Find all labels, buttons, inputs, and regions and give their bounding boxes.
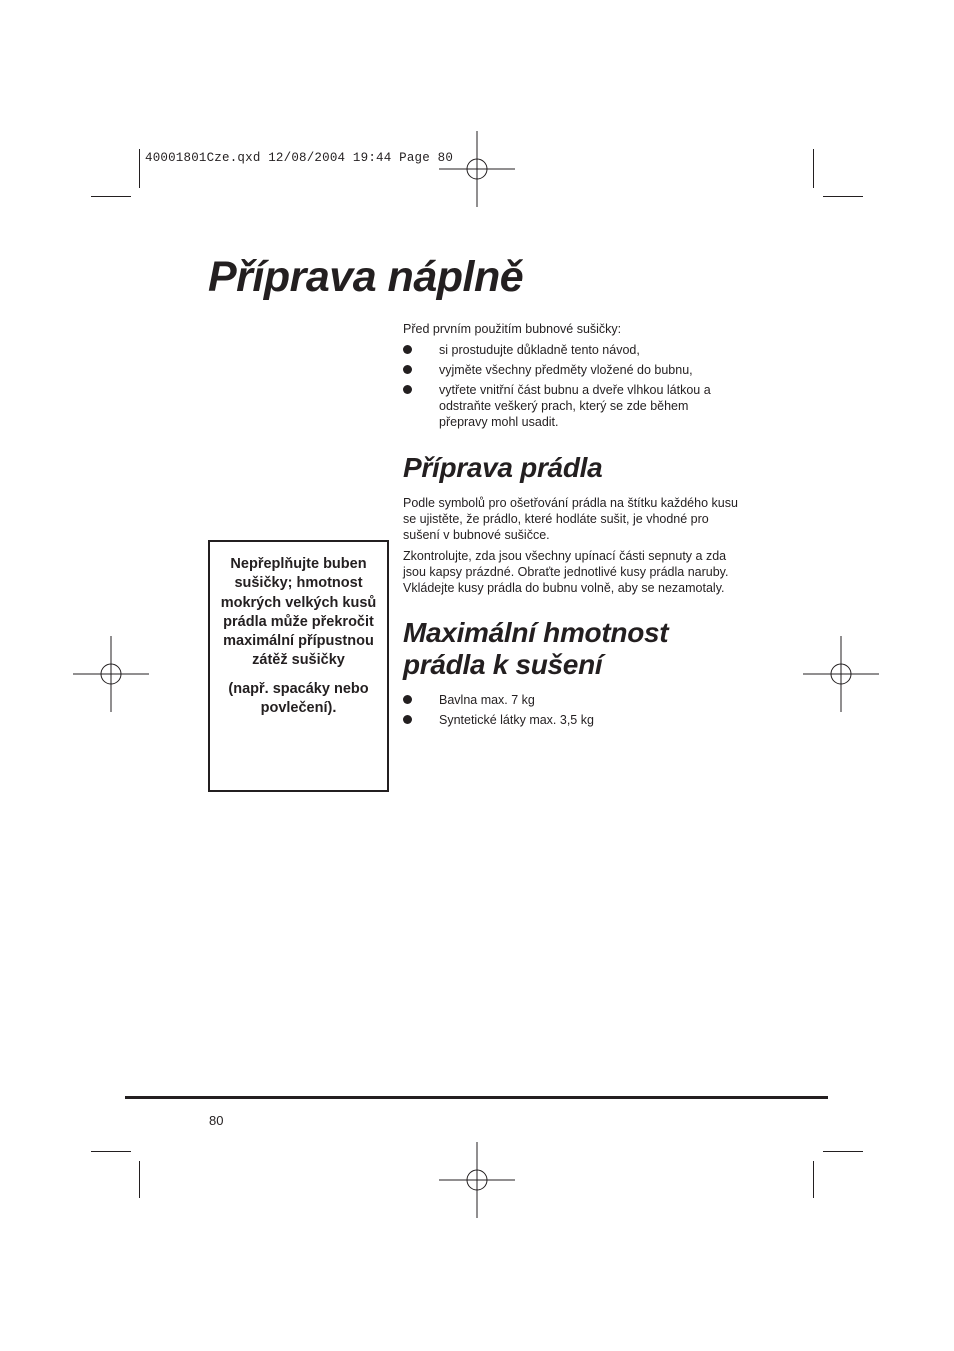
intro-bullet-list <box>403 342 748 434</box>
registration-mark-top <box>439 131 515 207</box>
crop-mark <box>91 196 131 197</box>
intro-lead: Před prvním použitím bubnové sušičky: <box>403 322 622 336</box>
crop-mark <box>813 1161 814 1198</box>
crop-mark <box>139 149 140 188</box>
laundry-paragraph-2: Zkontrolujte, zda jsou všechny upínací části sepnuty a zda jsou kapsy prázdné. Obraťte jednotlivé kusy prádla naruby. Vkládejte kusy prádla do bubnu volně, aby se nezamotaly. <box>403 549 729 595</box>
list-item: Bavlna max. 7 kg <box>403 692 748 708</box>
list-item: vytřete vnitřní část bubnu a dveře vlhkou látkou a odstraňte veškerý prach, který se zde během přepravy mohl usadit. <box>403 382 748 430</box>
list-item: Syntetické látky max. 3,5 kg <box>403 712 748 728</box>
crop-mark <box>813 149 814 188</box>
print-slug: 40001801Cze.qxd 12/08/2004 19:44 Page 80 <box>145 151 454 165</box>
page-number: 80 <box>209 1113 224 1128</box>
registration-mark-right <box>803 636 879 712</box>
crop-mark <box>91 1151 131 1152</box>
warning-box <box>208 540 389 792</box>
crop-mark <box>823 1151 863 1152</box>
warning-text: Nepřeplňujte buben sušičky; hmotnost mokrých velkých kusů prádla může překročit maximální přípustnou zátěž sušičky <box>220 556 377 669</box>
laundry-paragraph-1: Podle symbolů pro ošetřování prádla na štítku každého kusu se ujistěte, že prádlo, které hodláte sušit, je vhodné pro sušení v bubnové sušičce. <box>403 496 738 542</box>
bullet-icon <box>403 715 412 724</box>
weight-bullet-list <box>403 692 748 732</box>
bullet-icon <box>403 695 412 704</box>
warning-example: (např. spacáky nebo povlečení). <box>228 680 369 717</box>
registration-mark-left <box>73 636 149 712</box>
crop-mark <box>823 196 863 197</box>
crop-mark <box>139 1161 140 1198</box>
bullet-icon <box>403 365 412 374</box>
bullet-icon <box>403 345 412 354</box>
list-item: vyjměte všechny předměty vložené do bubnu, <box>403 362 748 378</box>
registration-mark-bottom <box>439 1142 515 1218</box>
list-item: si prostudujte důkladně tento návod, <box>403 342 748 358</box>
page-title: Příprava náplně <box>208 253 524 301</box>
section-heading-laundry-prep: Příprava prádla <box>403 452 603 483</box>
section-heading-max-weight: Maximální hmotnost prádla k sušení <box>403 617 669 680</box>
bullet-icon <box>403 385 412 394</box>
footer-rule <box>125 1096 828 1099</box>
